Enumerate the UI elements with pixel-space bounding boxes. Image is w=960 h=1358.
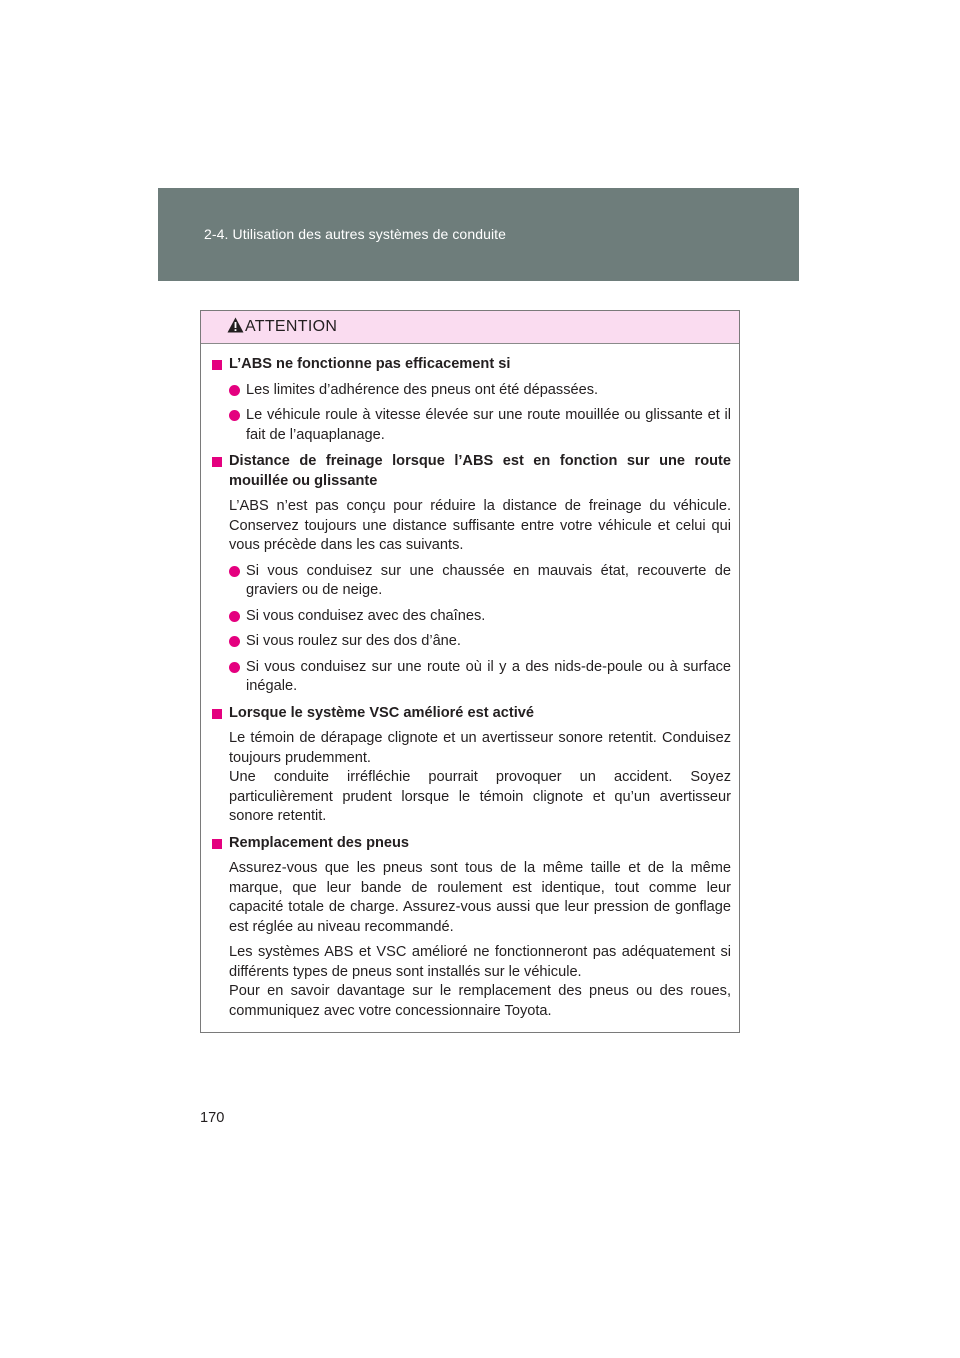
page-number: 170 [200,1110,225,1126]
warning-title: ATTENTION [245,318,338,335]
section-paragraph: L’ABS n’est pas conçu pour réduire la distance de freinage du véhicule. Conservez toujours une distance suffisante entre votre véhicule et celui qui vous précède dans les cas suivants. [229,498,731,553]
section-tire-replacement [212,834,731,1022]
list-item [229,658,731,697]
paragraph-line: Les systèmes ABS et VSC amélioré ne fonctionneront pas adéquatement si différents types de pneus sont installés sur le véhicule. [229,944,731,980]
list-item [229,562,731,601]
square-bullet-icon [212,457,222,467]
section-paragraph [229,729,731,827]
list-item-text: Les limites d’adhérence des pneus ont été dépassées. [246,381,599,398]
section-title: Remplacement des pneus [229,834,410,851]
section-paragraph: Assurez-vous que les pneus sont tous de la même taille et de la même marque, que leur bande de roulement est identique, tout comme leur capacité totale de charge. Assurez-vous aussi que leur pression de gonflage est réglée au niveau recommandé. [229,860,731,935]
section-title: Lorsque le système VSC amélioré est activé [229,704,534,721]
list-item-text: Si vous roulez sur des dos d’âne. [246,633,461,649]
round-bullet-icon [229,611,240,622]
paragraph-line: Une conduite irréfléchie pourrait provoquer un accident. Soyez particulièrement prudent lorsque le témoin clignote et qu’un avertisseur sonore retentit. [229,769,731,824]
round-bullet-icon [229,385,240,396]
section-abs-limits [212,355,731,445]
chapter-header-band [158,188,799,281]
square-bullet-icon [212,839,222,849]
section-braking-distance [212,452,731,697]
section-title: L’ABS ne fonctionne pas efficacement si [229,356,511,372]
section-vsc-active [212,704,731,827]
round-bullet-icon [229,566,240,577]
warning-triangle-icon [227,317,244,333]
section-paragraph [229,943,731,1021]
paragraph-line: Le témoin de dérapage clignote et un avertisseur sonore retentit. Conduisez toujours prudemment. [229,730,731,766]
square-bullet-icon [212,709,222,719]
chapter-title: 2-4. Utilisation des autres systèmes de conduite [204,226,507,242]
list-item [229,607,731,627]
list-item-text: Si vous conduisez sur une route où il y a des nids-de-poule ou à surface inégale. [246,658,731,694]
round-bullet-icon [229,636,240,647]
warning-box [200,310,740,1033]
warning-header [201,311,739,344]
list-item [229,406,731,445]
list-item [229,381,731,401]
paragraph-line: Pour en savoir davantage sur le remplacement des pneus ou des roues, communiquez avec votre concessionnaire Toyota. [229,983,731,1019]
section-title: Distance de freinage lorsque l’ABS est en fonction sur une route mouillée ou glissante [229,453,731,489]
round-bullet-icon [229,410,240,421]
warning-body [201,344,739,1021]
list-item-text: Si vous conduisez sur une chaussée en mauvais état, recouverte de graviers ou de neige. [246,562,731,598]
round-bullet-icon [229,662,240,673]
list-item-text: Si vous conduisez avec des chaînes. [246,607,486,624]
list-item [229,632,731,652]
square-bullet-icon [212,360,222,370]
list-item-text: Le véhicule roule à vitesse élevée sur une route mouillée ou glissante et il fait de l’aquaplanage. [246,407,731,443]
